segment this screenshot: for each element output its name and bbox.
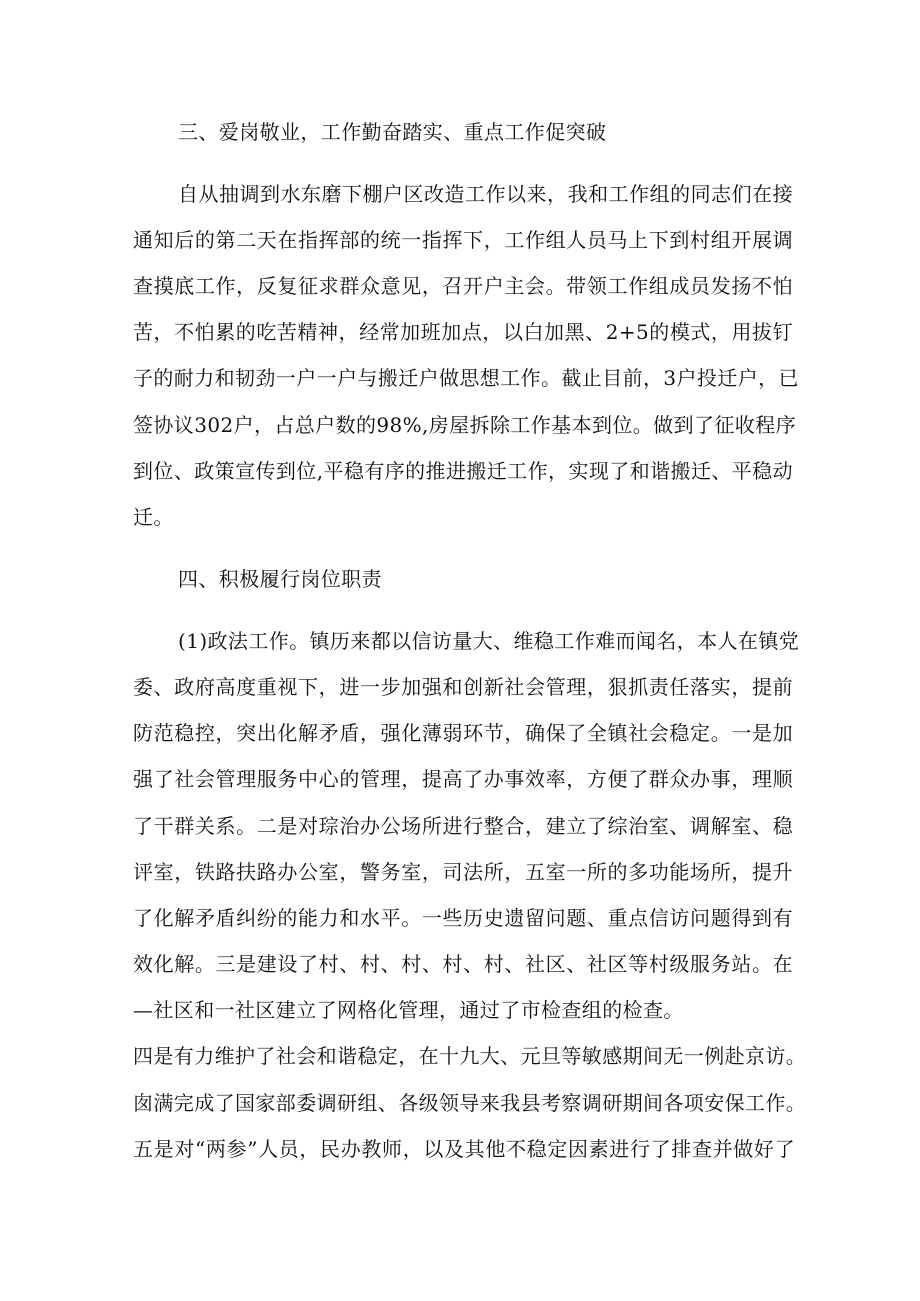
paragraph-line: 防范稳控，突出化解矛盾，强化薄弱环节，确保了全镇社会稳定。一是加 — [133, 721, 793, 745]
paragraph-line: 效化解。三是建设了村、村、村、村、村、社区、社区等村级服务站。在 — [133, 952, 793, 976]
section-heading-3: 三、爱岗敬业，工作勤奋踏实、重点工作促突破 — [178, 120, 607, 144]
paragraph-line: 强了社会管理服务中心的管理，提高了办事效率，方便了群众办事，理顺 — [133, 767, 793, 791]
paragraph-line: 评室，铁路扶路办公室，警务室，司法所，五室一所的多功能场所，提升 — [133, 860, 793, 884]
paragraph-line: 签协议302户，占总户数的98%,房屋拆除工作基本到位。做到了征收程序 — [133, 413, 796, 437]
paragraph-line: —社区和一社区建立了网格化管理，通过了市检查组的检查。 — [133, 998, 684, 1022]
paragraph-line: 了化解矛盾纠纷的能力和水平。一些历史遗留问题、重点信访问题得到有 — [133, 906, 793, 930]
paragraph-line: 查摸底工作，反复征求群众意见，召开户主会。带领工作组成员发扬不怕 — [133, 274, 793, 298]
paragraph-line: 五是对“两参”人员，民办教师，以及其他不稳定因素进行了排查并做好了 — [133, 1137, 795, 1161]
paragraph-line: 子的耐力和韧劲一户一户与搬迁户做思想工作。截止目前，3户投迁户，已 — [133, 366, 799, 390]
paragraph-line: 苦，不怕累的吃苦精神，经常加班加点，以白加黑、2+5的模式，用拔钉 — [133, 320, 793, 344]
paragraph-line: 囱满完成了国家部委调研组、各级领导来我县考察调研期间各项安保工作。 — [133, 1091, 807, 1115]
paragraph-line: 委、政府高度重视下，进一步加强和创新社会管理，狠抓责任落实，提前 — [133, 675, 793, 699]
paragraph-line: 通知后的第二天在指挥部的统一指挥下，工作组人员马上下到村组开展调 — [133, 228, 793, 252]
paragraph-line: 迁。 — [133, 505, 174, 529]
paragraph-line: (1)政法工作。镇历来都以信访量大、维稳工作难而闻名，本人在镇党 — [178, 629, 800, 653]
paragraph-line: 了干群关系。二是对琮治办公场所进行整合，建立了综治室、调解室、稳 — [133, 814, 793, 838]
paragraph-line: 到位、政策宣传到位,平稳有序的推进搬迁工作，实现了和谐搬迁、平稳动 — [133, 459, 793, 483]
paragraph-line: 自从抽调到水东磨下棚户区改造工作以来，我和工作组的同志们在接 — [178, 182, 793, 206]
paragraph-line: 四是有力维护了社会和谐稳定，在十九大、元旦等敏感期间无一例赴京访。 — [133, 1044, 807, 1068]
section-heading-4: 四、积极履行岗位职责 — [178, 567, 382, 591]
